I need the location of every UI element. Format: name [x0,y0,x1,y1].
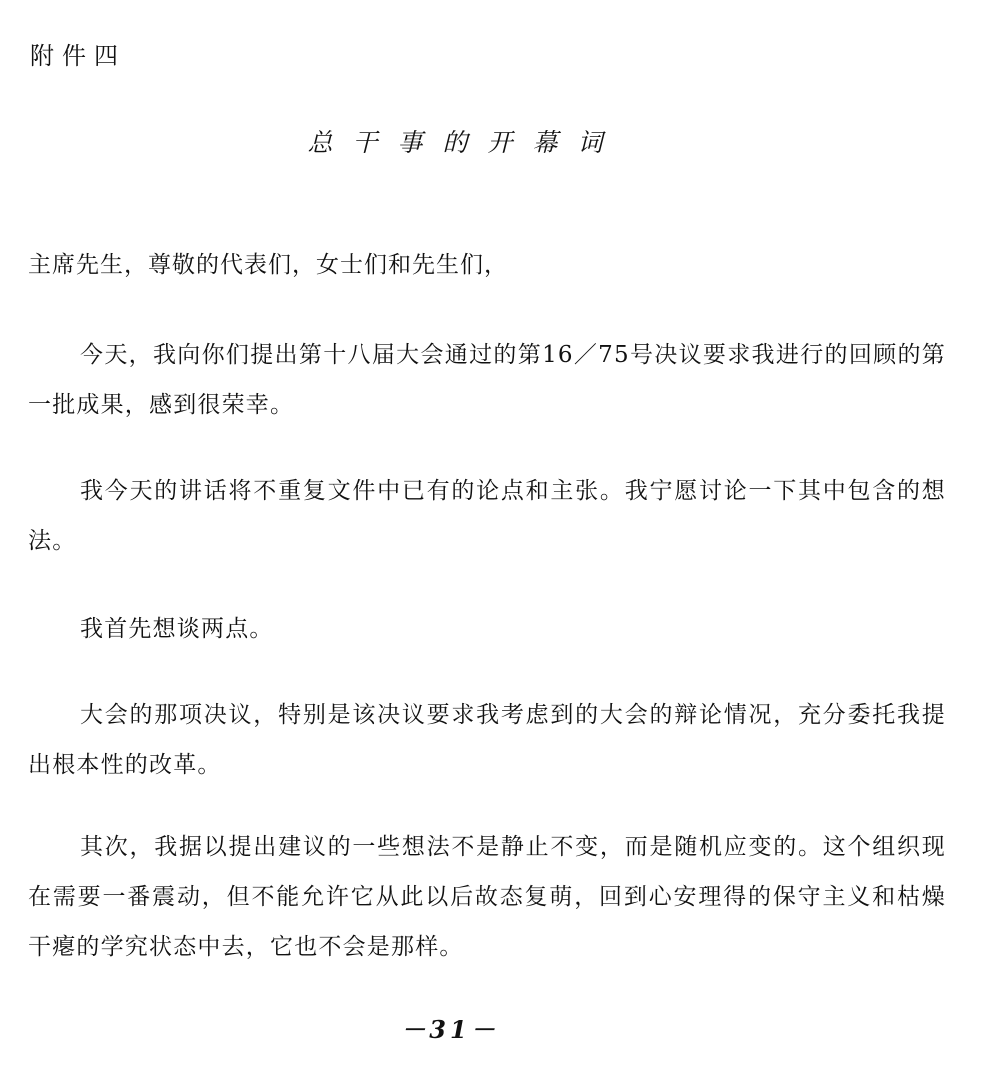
paragraph: 我今天的讲话将不重复文件中已有的论点和主张。我宁愿讨论一下其中包含的想法。 [28,478,946,554]
document-title: 总干事的开幕词 [307,128,623,157]
paragraph: 今天，我向你们提出第十八届大会通过的第16／75号决议要求我进行的回顾的第一批成果，感到很荣幸。 [28,342,946,418]
paragraph: 其次，我据以提出建议的一些想法不是静止不变，而是随机应变的。这个组织现在需要一番震动，但不能允许它从此以后故态复萌，回到心安理得的保守主义和枯燥干瘪的学究状态中去，它也不会是那样。 [28,834,946,960]
salutation: 主席先生，尊敬的代表们，女士们和先生们， [28,252,508,278]
annex-label: 附件四 [30,42,126,70]
page-number: －31－ [401,1015,499,1044]
paragraph: 我首先想谈两点。 [80,616,274,642]
paragraph: 大会的那项决议，特别是该决议要求我考虑到的大会的辩论情况，充分委托我提出根本性的改革。 [28,702,946,778]
